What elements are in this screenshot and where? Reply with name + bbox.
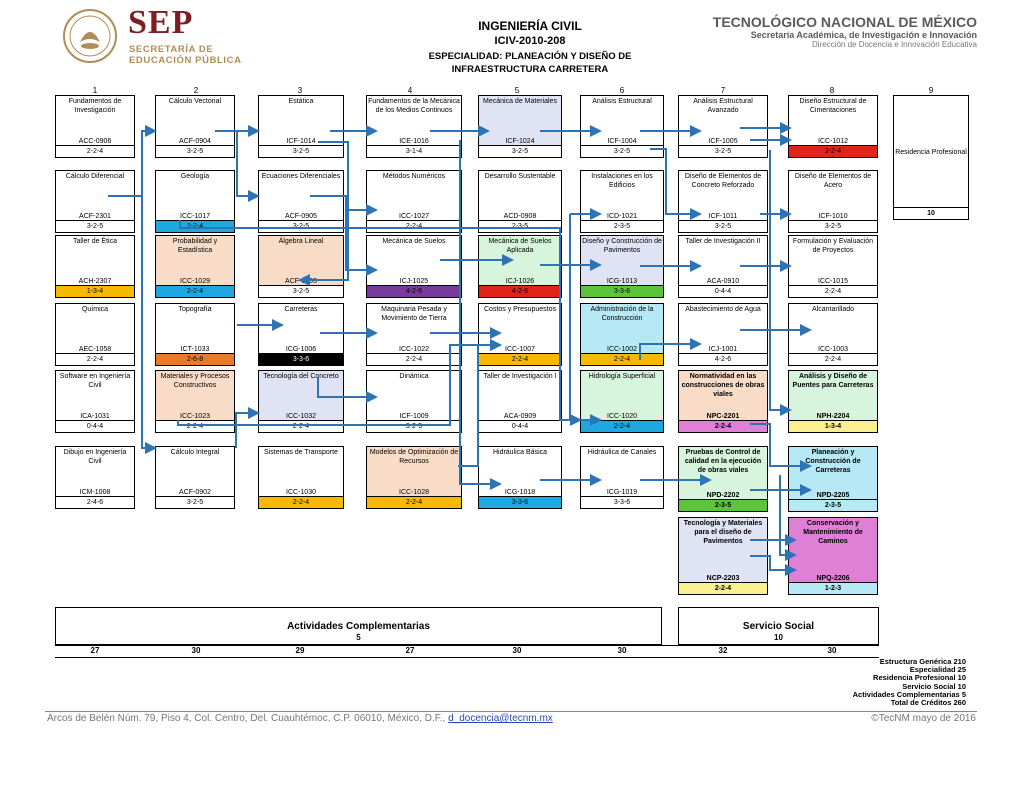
arrow <box>650 149 700 214</box>
arrow <box>460 140 500 484</box>
course-code: ICC-1003 <box>818 346 848 353</box>
course-code: ICG-1013 <box>606 278 638 285</box>
course-code: ACC-0906 <box>78 138 112 145</box>
course-code: ICE-1016 <box>399 138 429 145</box>
course-credits: 0-4-4 <box>679 285 767 297</box>
course-name: Taller de Ética <box>73 238 117 245</box>
course-credits: 3-2-5 <box>259 285 343 297</box>
course-credits: 2-3-5 <box>679 499 767 511</box>
course-credits: 3-2-5 <box>259 220 343 232</box>
course-credits: 3-3-6 <box>581 285 663 297</box>
course-credits: 2-2-4 <box>581 353 663 365</box>
course-credits: 2-2-4 <box>479 353 561 365</box>
arrow <box>142 196 155 448</box>
course-credits: 2-2-4 <box>56 353 134 365</box>
course-code: ICJ-1001 <box>708 346 738 353</box>
course-credits: 2-3-5 <box>581 220 663 232</box>
course-name: Diseño y Construcción de Pavimentos <box>582 238 662 254</box>
course-credits: 2-2-4 <box>367 353 461 365</box>
course-code: NPQ-2206 <box>816 575 850 582</box>
course-credits: 2-3-5 <box>789 499 877 511</box>
course-code: ICF-1004 <box>607 138 637 145</box>
course-code: ICM-1008 <box>79 489 111 496</box>
course-credits: 2-2-4 <box>156 285 234 297</box>
arrow <box>300 142 348 280</box>
semester-total: 30 <box>512 646 522 655</box>
credit-totals <box>853 658 966 707</box>
course-credits: 1-3-4 <box>56 285 134 297</box>
footer-copyright: ©TecNM mayo de 2016 <box>871 713 976 724</box>
arrow <box>640 344 700 360</box>
arrow <box>780 475 795 555</box>
course-code: ACA-0909 <box>503 413 537 420</box>
course-name: Cálculo Diferencial <box>65 173 125 180</box>
semester-total: 30 <box>617 646 627 655</box>
sep-sub-line2: EDUCACIÓN PÚBLICA <box>129 55 242 66</box>
course-code: NPC-2201 <box>706 413 740 420</box>
course-code: ICC-1027 <box>399 213 429 220</box>
semester-number: 2 <box>193 86 199 95</box>
social-service-credits: 10 <box>774 633 783 642</box>
course-name: Ecuaciones Diferenciales <box>261 173 341 180</box>
course-credits: 3-3-6 <box>479 496 561 508</box>
course-name: Hidrología Superficial <box>588 373 656 380</box>
arrow <box>770 150 790 410</box>
course-code: ACD-0908 <box>503 213 537 220</box>
course-name: Maquinaria Pesada y Movimiento de Tierra <box>381 306 447 322</box>
specialty-line2: INFRAESTRUCTURA CARRETERA <box>451 64 609 75</box>
course-code: NPH-2204 <box>816 413 850 420</box>
course-name: Hidráulica de Canales <box>587 449 657 456</box>
social-service-label: Servicio Social <box>742 621 815 632</box>
course-name: Desarrollo Sustentable <box>484 173 556 180</box>
course-code: ICC-1029 <box>180 278 210 285</box>
sep-sub-line1: SECRETARÍA DE <box>129 44 214 55</box>
course-credits: 2-2-4 <box>581 420 663 432</box>
course-code: ICC-1020 <box>607 413 637 420</box>
course-credits: 1-3-4 <box>789 420 877 432</box>
footer-address <box>47 713 553 724</box>
complementary-activities-label: Actividades Complementarias <box>287 621 430 632</box>
semester-number: 7 <box>720 86 726 95</box>
institution-subtitle-2: Dirección de Docencia e Innovación Educativa <box>812 40 977 49</box>
course-code: NPD-2205 <box>816 492 850 499</box>
total-line: Total de Créditos 260 <box>890 698 966 708</box>
course-credits: 3-1-4 <box>367 145 461 157</box>
course-credits: 3-3-6 <box>581 496 663 508</box>
total-line: Residencia Profesional 10 <box>873 673 966 683</box>
semester-total: 32 <box>718 646 728 655</box>
course-code: ICC-1007 <box>505 346 535 353</box>
total-line: Especialidad 25 <box>909 665 966 675</box>
course-name: Tecnología del Concreto <box>263 373 339 380</box>
course-code: ACH-2307 <box>78 278 112 285</box>
course-credits: 2-2-4 <box>789 145 877 157</box>
course-name: Diseño de Elementos de Concreto Reforzado <box>684 173 762 189</box>
course-name: Costos y Presupuestos <box>484 306 556 313</box>
course-credits: 1-2-3 <box>789 582 877 594</box>
course-credits: 2-2-4 <box>367 496 461 508</box>
course-code: ICF-1014 <box>286 138 316 145</box>
course-code: NPD-2202 <box>706 492 740 499</box>
course-code: AEC-1058 <box>78 346 112 353</box>
course-name: Métodos Numéricos <box>382 173 446 180</box>
course-credits: 2-6-8 <box>156 353 234 365</box>
course-name: Conservación y Mantenimiento de Caminos <box>803 520 863 545</box>
course-name: Mecánica de Materiales <box>483 98 557 105</box>
residency-label: Residencia Profesional <box>895 149 967 156</box>
course-code: ICG-1006 <box>285 346 317 353</box>
course-code: ICJ-1025 <box>399 278 429 285</box>
arrow <box>180 220 580 420</box>
complementary-activities-credits: 5 <box>356 633 361 642</box>
arrow <box>458 345 500 466</box>
course-credits: 3-2-5 <box>679 220 767 232</box>
course-code: ACF-0904 <box>179 138 211 145</box>
course-credits: 3-2-5 <box>581 145 663 157</box>
course-name: Diseño de Elementos de Acero <box>794 173 872 189</box>
course-credits: 2-2-4 <box>789 353 877 365</box>
course-code: ACA-0910 <box>706 278 740 285</box>
course-code: ICC-1017 <box>180 213 210 220</box>
course-code: ACF-2301 <box>79 213 111 220</box>
arrow <box>108 131 155 196</box>
course-name: Mecánica de Suelos <box>382 238 446 245</box>
course-code: ICD-1021 <box>607 213 637 220</box>
course-credits: 0-4-4 <box>56 420 134 432</box>
semester-total: 27 <box>405 646 415 655</box>
course-name: Planeación y Construcción de Carreteras <box>805 449 861 474</box>
course-name: Materiales y Procesos Constructivos <box>160 373 230 389</box>
course-credits: 2-2-4 <box>259 496 343 508</box>
semester-number: 3 <box>297 86 303 95</box>
arrow <box>750 556 795 570</box>
arrow <box>236 413 258 448</box>
total-line: Actividades Complementarias 5 <box>852 689 966 699</box>
complementary-activities-box <box>55 607 662 645</box>
institution-subtitle: Secretaría Académica, de Investigación e Innovación <box>750 30 977 40</box>
course-code: ICF-1010 <box>818 213 848 220</box>
course-name: Álgebra Lineal <box>278 238 324 245</box>
semester-total: 27 <box>90 646 100 655</box>
course-name: Mecánica de Suelos Aplicada <box>488 238 552 254</box>
course-credits: 2-2-4 <box>367 220 461 232</box>
arrow <box>318 377 376 397</box>
address-text: Arcos de Belén Núm. 79, Piso 4, Col. Centro, Del. Cuauhtémoc, C.P. 06010, México, D.F., <box>47 713 446 724</box>
sep-logo-text: SEP <box>128 4 194 41</box>
institution-title: TECNOLÓGICO NACIONAL DE MÉXICO <box>712 14 977 30</box>
course-name: Sistemas de Transporte <box>264 449 338 456</box>
course-credits: 3-2-5 <box>259 145 343 157</box>
course-code: ICC-1030 <box>286 489 316 496</box>
course-name: Administración de la Construcción <box>590 306 654 322</box>
course-name: Modelos de Optimización de Recursos <box>369 449 459 465</box>
course-credits: 3-2-5 <box>789 220 877 232</box>
semester-number: 1 <box>92 86 98 95</box>
course-name: Fundamentos de Investigación <box>68 98 122 114</box>
course-code: ICF-1024 <box>505 138 535 145</box>
course-name: Análisis Estructural <box>592 98 652 105</box>
course-credits: 3-2-5 <box>156 496 234 508</box>
course-code: ACF-0902 <box>179 489 211 496</box>
course-code: ICC-1002 <box>607 346 637 353</box>
course-name: Dibujo en Ingeniería Civil <box>63 449 127 465</box>
semester-number: 9 <box>928 86 934 95</box>
course-credits: 3-2-5 <box>479 145 561 157</box>
course-code: ACF-0903 <box>285 278 317 285</box>
course-code: ICF-1009 <box>399 413 429 420</box>
course-credits: 4-2-6 <box>367 285 461 297</box>
course-code: ICJ-1026 <box>505 278 535 285</box>
course-code: ICC-1028 <box>399 489 429 496</box>
course-name: Fundamentos de la Mecánica de los Medios Continuos <box>368 98 460 114</box>
course-credits: 2-4-6 <box>56 496 134 508</box>
course-credits: 2-2-4 <box>679 420 767 432</box>
course-credits: 2-2-4 <box>56 145 134 157</box>
course-name: Geología <box>180 173 210 180</box>
plan-code: ICIV-2010-208 <box>494 35 566 47</box>
total-line: Servicio Social 10 <box>902 681 966 691</box>
course-credits: 4-2-6 <box>479 285 561 297</box>
email-link[interactable]: d_docencia@tecnm.mx <box>448 713 553 724</box>
course-name: Abastecimiento de Agua <box>685 306 761 313</box>
course-credits: 2-2-4 <box>156 420 234 432</box>
course-credits: 3-2-5 <box>56 220 134 232</box>
course-name: Cálculo Vectorial <box>168 98 222 105</box>
course-credits: 2-2-4 <box>679 582 767 594</box>
course-name: Taller de Investigación II <box>685 238 761 245</box>
arrow <box>750 424 810 466</box>
course-credits: 2-2-4 <box>789 285 877 297</box>
course-name: Hidráulica Básica <box>492 449 548 456</box>
course-code: ICG-1019 <box>606 489 638 496</box>
course-code: ICC-1022 <box>399 346 429 353</box>
course-name: Dinámica <box>399 373 429 380</box>
course-name: Instalaciones en los Edificios <box>591 173 653 189</box>
semester-number: 5 <box>514 86 520 95</box>
course-code: ICC-1023 <box>180 413 210 420</box>
course-code: ICC-1015 <box>818 278 848 285</box>
course-credits: 3-2-5 <box>367 420 461 432</box>
course-name: Pruebas de Control de calidad en la ejecución de obras viales <box>684 449 762 474</box>
course-credits: 2-2-4 <box>259 420 343 432</box>
course-code: ICA-1031 <box>80 413 110 420</box>
course-code: ICF-1011 <box>708 213 738 220</box>
course-name: Topografía <box>178 306 212 313</box>
total-line: Estructura Genérica 210 <box>879 657 966 666</box>
course-name: Cálculo Integral <box>170 449 220 456</box>
arrow <box>310 196 376 270</box>
semester-number: 4 <box>407 86 413 95</box>
course-code: ICG-1018 <box>504 489 536 496</box>
course-name: Alcantarillado <box>811 306 855 313</box>
course-code: NCP-2203 <box>706 575 740 582</box>
course-credits: 3-2-5 <box>156 145 234 157</box>
course-credits: 0-4-4 <box>479 420 561 432</box>
course-code: ACF-0905 <box>285 213 317 220</box>
arrow <box>237 131 258 196</box>
course-code: ICC-1032 <box>286 413 316 420</box>
semester-total: 29 <box>295 646 305 655</box>
course-name: Estática <box>288 98 314 105</box>
specialty-line1: ESPECIALIDAD: PLANEACIÓN Y DISEÑO DE <box>428 51 632 62</box>
course-name: Formulación y Evaluación de Proyectos <box>792 238 874 254</box>
course-name: Normatividad en las construcciones de obras viales <box>681 373 765 398</box>
course-name: Probabilidad y Estadística <box>172 238 218 254</box>
course-name: Tecnología y Materiales para el diseño de Pavimentos <box>683 520 763 545</box>
course-name: Análisis Estructural Avanzado <box>693 98 753 114</box>
semester-number: 6 <box>619 86 625 95</box>
social-service-box <box>678 607 879 645</box>
course-credits: 3-2-5 <box>679 145 767 157</box>
course-name: Diseño Estructural de Cimentaciones <box>799 98 867 114</box>
semester-total: 30 <box>827 646 837 655</box>
footer-divider <box>45 711 977 712</box>
course-name: Software en Ingeniería Civil <box>59 373 131 389</box>
course-name: Análisis y Diseño de Puentes para Carreteras <box>792 373 874 389</box>
semester-number: 8 <box>829 86 835 95</box>
course-credits: 4-2-6 <box>679 353 767 365</box>
course-code: ICF-1005 <box>708 138 738 145</box>
course-credits: 2-2-4 <box>156 220 234 232</box>
course-credits: 3-3-6 <box>259 353 343 365</box>
arrow <box>570 214 600 420</box>
course-code: ICC-1012 <box>818 138 848 145</box>
arrow <box>178 345 500 425</box>
semester-total: 30 <box>191 646 201 655</box>
course-code: ICT-1033 <box>180 346 210 353</box>
career-title: INGENIERÍA CIVIL <box>478 19 582 33</box>
course-credits: 2-3-5 <box>479 220 561 232</box>
course-name: Carreteras <box>284 306 318 313</box>
course-name: Química <box>81 306 109 313</box>
course-name: Taller de Investigación I <box>483 373 557 380</box>
residency-credits: 10 <box>894 207 968 219</box>
